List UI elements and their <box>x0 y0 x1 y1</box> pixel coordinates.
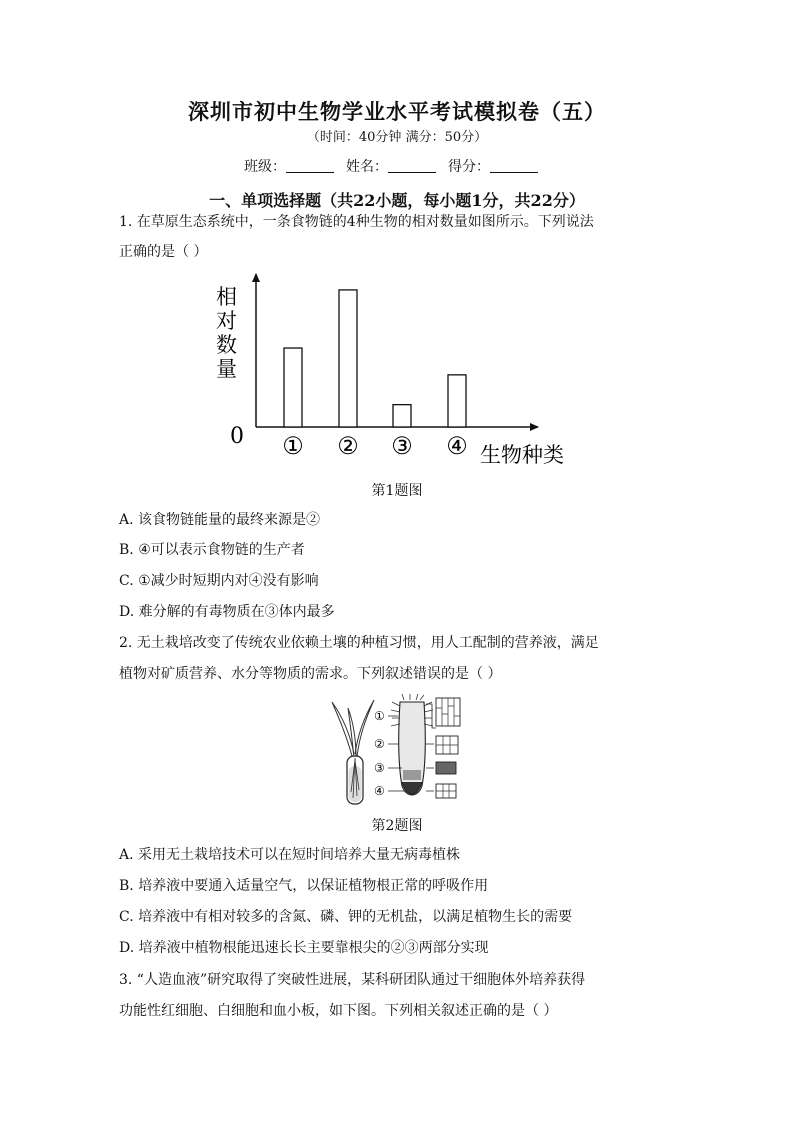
chart-y-axis-label <box>216 285 237 381</box>
category-label-2: ② <box>337 432 359 460</box>
q1-option-d[interactable]: D. 难分解的有毒物质在③体内最多 <box>119 604 335 620</box>
q1-option-b[interactable]: B. ④可以表示食物链的生产者 <box>119 542 305 558</box>
bar-1 <box>284 348 302 427</box>
chart-bars <box>284 290 466 427</box>
q1-stem-line1: 1. 在草原生态系统中，一条食物链的4种生物的相对数量如图所示。下列说法 <box>119 214 594 230</box>
bar-2 <box>339 290 357 427</box>
figure-label-3: ③ <box>374 761 385 775</box>
y-label-char-4: 量 <box>216 357 237 381</box>
q2-stem-line1: 2. 无土栽培改变了传统农业依赖土壤的种植习惯，用人工配制的营养液，满足 <box>119 635 599 651</box>
q1-option-a[interactable]: A. 该食物链能量的最终来源是② <box>119 512 321 528</box>
figure-label-4: ④ <box>374 784 385 798</box>
figure-label-1: ① <box>374 709 385 723</box>
student-info-row <box>0 156 794 176</box>
y-label-char-1: 相 <box>216 285 237 309</box>
chart-x-axis-label: 生物种类 <box>480 443 564 467</box>
y-label-char-2: 对 <box>216 309 237 333</box>
class-blank[interactable] <box>286 158 334 173</box>
q2-figure-caption: 第2题图 <box>371 818 423 834</box>
q1-stem-line2: 正确的是（ ） <box>119 244 208 260</box>
y-label-char-3: 数 <box>216 333 237 357</box>
category-label-1: ① <box>282 432 304 460</box>
section-title: 一、单项选择题（共22小题，每小题1分，共22分） <box>209 191 585 210</box>
q3-stem-line1: 3. “人造血液”研究取得了突破性进展，某科研团队通过干细胞体外培养获得 <box>119 972 586 988</box>
score-blank[interactable] <box>490 158 538 173</box>
q2-stem-line2: 植物对矿质营养、水分等物质的需求。下列叙述错误的是（ ） <box>119 666 502 682</box>
test-tube-solution <box>349 766 362 802</box>
category-label-3: ③ <box>391 432 413 460</box>
name-blank[interactable] <box>388 158 436 173</box>
chart-origin-label: 0 <box>230 424 244 449</box>
class-label: 班级： <box>244 159 286 175</box>
figure-part-labels <box>374 709 385 798</box>
bar-4 <box>448 375 466 427</box>
q1-figure-caption: 第1题图 <box>371 483 423 499</box>
q2-option-b[interactable]: B. 培养液中要通入适量空气，以保证植物根正常的呼吸作用 <box>119 878 489 894</box>
name-label: 姓名： <box>346 159 388 175</box>
q2-option-a[interactable]: A. 采用无土栽培技术可以在短时间培养大量无病毒植株 <box>119 847 461 863</box>
chart-category-labels <box>282 432 468 460</box>
q3-stem-line2: 功能性红细胞、白细胞和血小板，如下图。下列相关叙述正确的是（ ） <box>119 1003 558 1019</box>
exam-subtitle: （时间：40分钟 满分：50分） <box>306 130 488 145</box>
q1-bar-chart <box>200 268 590 470</box>
score-label: 得分： <box>448 159 490 175</box>
q2-option-c[interactable]: C. 培养液中有相对较多的含氮、磷、钾的无机盐，以满足植物生长的需要 <box>119 909 573 925</box>
root-tip <box>399 702 426 795</box>
category-label-4: ④ <box>446 432 468 460</box>
q1-option-c[interactable]: C. ①减少时短期内对④没有影响 <box>119 573 319 589</box>
figure-label-2: ② <box>374 737 385 751</box>
cell-box-meristem <box>436 762 456 774</box>
exam-title: 深圳市初中生物学业水平考试模拟卷（五） <box>188 99 606 124</box>
meristem-zone <box>403 770 421 780</box>
q2-option-d[interactable]: D. 培养液中植物根能迅速长长主要靠根尖的②③两部分实现 <box>119 940 489 956</box>
bar-3 <box>393 405 411 427</box>
q2-root-tip-figure <box>330 694 466 810</box>
seedling-leaf-right <box>355 700 374 756</box>
seedling-leaf-middle <box>348 708 356 758</box>
